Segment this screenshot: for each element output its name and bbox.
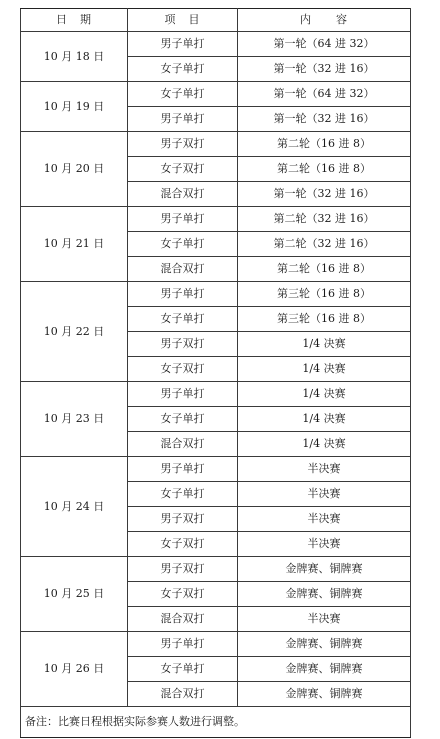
event-cell: 女子单打 xyxy=(128,657,238,682)
content-cell: 金牌赛、铜牌赛 xyxy=(238,657,411,682)
table-row xyxy=(21,457,411,482)
event-cell: 女子单打 xyxy=(128,57,238,82)
event-cell: 男子单打 xyxy=(128,207,238,232)
event-cell: 男子双打 xyxy=(128,507,238,532)
date-cell: 10 月 22 日 xyxy=(21,282,128,382)
date-cell: 10 月 26 日 xyxy=(21,632,128,707)
event-cell: 女子单打 xyxy=(128,307,238,332)
table-row xyxy=(21,282,411,307)
event-cell: 男子单打 xyxy=(128,382,238,407)
table-row xyxy=(21,382,411,407)
event-cell: 男子单打 xyxy=(128,632,238,657)
event-cell: 女子双打 xyxy=(128,582,238,607)
date-cell: 10 月 19 日 xyxy=(21,82,128,132)
event-cell: 混合双打 xyxy=(128,182,238,207)
content-cell: 第一轮（32 进 16） xyxy=(238,182,411,207)
content-cell: 半决赛 xyxy=(238,507,411,532)
content-cell: 1/4 决赛 xyxy=(238,332,411,357)
event-cell: 男子单打 xyxy=(128,457,238,482)
event-cell: 女子双打 xyxy=(128,157,238,182)
note-row xyxy=(21,707,411,738)
event-cell: 混合双打 xyxy=(128,607,238,632)
schedule-table xyxy=(20,8,411,738)
event-cell: 男子双打 xyxy=(128,132,238,157)
content-cell: 第二轮（32 进 16） xyxy=(238,207,411,232)
content-cell: 半决赛 xyxy=(238,607,411,632)
content-cell: 第二轮（16 进 8） xyxy=(238,257,411,282)
content-cell: 金牌赛、铜牌赛 xyxy=(238,582,411,607)
date-cell: 10 月 25 日 xyxy=(21,557,128,632)
table-row xyxy=(21,632,411,657)
event-cell: 女子双打 xyxy=(128,532,238,557)
event-cell: 混合双打 xyxy=(128,682,238,707)
event-cell: 男子单打 xyxy=(128,107,238,132)
schedule-table-container xyxy=(20,8,411,738)
content-cell: 1/4 决赛 xyxy=(238,382,411,407)
header-date: 日 期 xyxy=(21,9,128,32)
table-row xyxy=(21,557,411,582)
date-cell: 10 月 24 日 xyxy=(21,457,128,557)
event-cell: 男子单打 xyxy=(128,282,238,307)
header-event: 项 目 xyxy=(128,9,238,32)
event-cell: 混合双打 xyxy=(128,432,238,457)
content-cell: 1/4 决赛 xyxy=(238,432,411,457)
date-cell: 10 月 18 日 xyxy=(21,32,128,82)
content-cell: 第三轮（16 进 8） xyxy=(238,307,411,332)
date-cell: 10 月 21 日 xyxy=(21,207,128,282)
content-cell: 第一轮（64 进 32） xyxy=(238,82,411,107)
content-cell: 半决赛 xyxy=(238,482,411,507)
content-cell: 第二轮（16 进 8） xyxy=(238,157,411,182)
content-cell: 第二轮（16 进 8） xyxy=(238,132,411,157)
content-cell: 第一轮（64 进 32） xyxy=(238,32,411,57)
table-row xyxy=(21,32,411,57)
event-cell: 混合双打 xyxy=(128,257,238,282)
event-cell: 女子单打 xyxy=(128,482,238,507)
content-cell: 第二轮（32 进 16） xyxy=(238,232,411,257)
schedule-body xyxy=(21,32,411,707)
content-cell: 1/4 决赛 xyxy=(238,357,411,382)
table-row xyxy=(21,132,411,157)
header-row xyxy=(21,9,411,32)
date-cell: 10 月 20 日 xyxy=(21,132,128,207)
event-cell: 男子双打 xyxy=(128,332,238,357)
event-cell: 男子双打 xyxy=(128,557,238,582)
event-cell: 女子单打 xyxy=(128,82,238,107)
table-row xyxy=(21,82,411,107)
content-cell: 半决赛 xyxy=(238,532,411,557)
content-cell: 金牌赛、铜牌赛 xyxy=(238,632,411,657)
content-cell: 半决赛 xyxy=(238,457,411,482)
date-cell: 10 月 23 日 xyxy=(21,382,128,457)
event-cell: 男子单打 xyxy=(128,32,238,57)
event-cell: 女子单打 xyxy=(128,407,238,432)
table-row xyxy=(21,207,411,232)
content-cell: 金牌赛、铜牌赛 xyxy=(238,557,411,582)
event-cell: 女子单打 xyxy=(128,232,238,257)
content-cell: 1/4 决赛 xyxy=(238,407,411,432)
header-content: 内 容 xyxy=(238,9,411,32)
event-cell: 女子双打 xyxy=(128,357,238,382)
content-cell: 第三轮（16 进 8） xyxy=(238,282,411,307)
content-cell: 第一轮（32 进 16） xyxy=(238,57,411,82)
content-cell: 第一轮（32 进 16） xyxy=(238,107,411,132)
note-text: 备注：比赛日程根据实际参赛人数进行调整。 xyxy=(21,707,411,738)
content-cell: 金牌赛、铜牌赛 xyxy=(238,682,411,707)
